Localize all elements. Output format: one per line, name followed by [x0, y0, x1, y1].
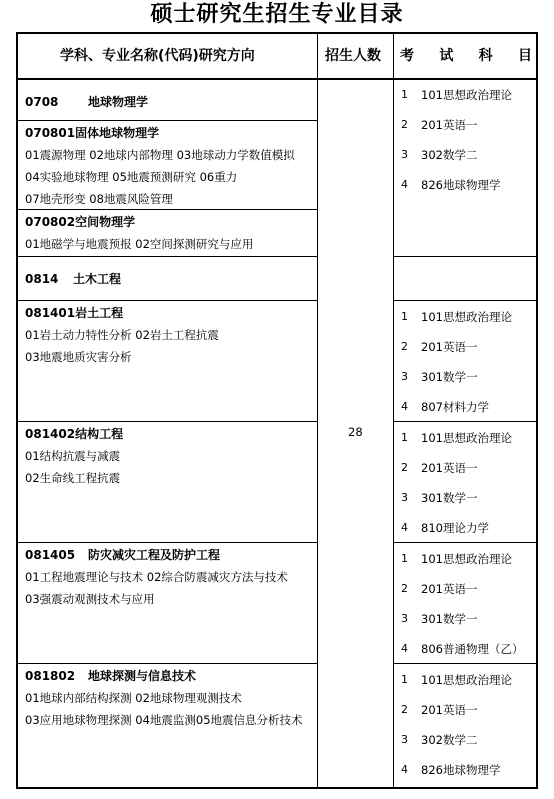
exam-item-no: 4 — [401, 763, 408, 776]
major-heading-name: 防灾减灾工程及防护工程 — [88, 548, 221, 562]
research-direction: 04实验地球物理 05地震预测研究 06重力 — [25, 170, 238, 184]
col-divider-1 — [317, 33, 318, 788]
exam-item-no: 4 — [401, 642, 408, 655]
major-heading-name: 地球探测与信息技术 — [88, 669, 197, 683]
research-direction: 01工程地震理论与技术 02综合防震减灾方法与技术 — [25, 570, 288, 584]
exam-subject: 302数学二 — [421, 148, 478, 162]
row-divider — [393, 421, 537, 422]
exam-item-no: 4 — [401, 178, 408, 191]
exam-item-no: 3 — [401, 612, 408, 625]
research-direction: 01震源物理 02地球内部物理 03地球动力学数值模拟 — [25, 148, 295, 162]
row-divider — [393, 663, 537, 664]
exam-item-no: 2 — [401, 582, 408, 595]
research-direction: 03应用地球物理探测 04地震监测05地震信息分析技术 — [25, 713, 303, 727]
row-divider — [17, 256, 317, 257]
research-direction: 03强震动观测技术与应用 — [25, 592, 155, 606]
row-divider — [17, 542, 317, 543]
exam-subject: 301数学一 — [421, 612, 478, 626]
major-heading: 070801固体地球物理学 — [25, 126, 160, 140]
exam-subject: 201英语一 — [421, 461, 478, 475]
discipline-name: 地球物理学 — [88, 95, 149, 109]
exam-subject: 806普通物理（乙） — [421, 642, 524, 656]
exam-item-no: 1 — [401, 88, 408, 101]
research-direction: 01结构抗震与减震 — [25, 449, 121, 463]
discipline-code: 0814 — [25, 272, 59, 286]
page-title: 硕士研究生招生专业目录 — [150, 2, 404, 27]
exam-subject: 101思想政治理论 — [421, 552, 512, 566]
exam-item-no: 2 — [401, 703, 408, 716]
exam-item-no: 3 — [401, 148, 408, 161]
row-divider — [393, 542, 537, 543]
exam-subject: 807材料力学 — [421, 400, 489, 414]
header-exam-subjects — [400, 47, 532, 65]
row-divider — [17, 663, 317, 664]
research-direction: 03地震地质灾害分析 — [25, 350, 132, 364]
major-heading-code: 081405 — [25, 548, 76, 562]
exam-subject: 201英语一 — [421, 118, 478, 132]
discipline-code: 0708 — [25, 95, 59, 109]
row-divider — [17, 209, 317, 210]
major-heading: 081402结构工程 — [25, 427, 124, 441]
major-heading: 070802空间物理学 — [25, 215, 136, 229]
exam-subject: 302数学二 — [421, 733, 478, 747]
row-divider — [393, 256, 537, 257]
exam-item-no: 1 — [401, 673, 408, 686]
exam-item-no: 1 — [401, 552, 408, 565]
exam-item-no: 1 — [401, 431, 408, 444]
exam-subject: 301数学一 — [421, 491, 478, 505]
header-exam-char: 试 — [439, 48, 454, 64]
exam-subject: 201英语一 — [421, 582, 478, 596]
header-exam-char: 考 — [400, 48, 414, 64]
exam-item-no: 3 — [401, 733, 408, 746]
col-divider-2 — [393, 33, 394, 788]
exam-item-no: 1 — [401, 310, 408, 323]
exam-subject: 101思想政治理论 — [421, 431, 512, 445]
exam-item-no: 2 — [401, 461, 408, 474]
exam-subject: 810理论力学 — [421, 521, 489, 535]
research-direction: 01岩土动力特性分析 02岩土工程抗震 — [25, 328, 219, 342]
major-heading: 081401岩土工程 — [25, 306, 124, 320]
exam-subject: 101思想政治理论 — [421, 673, 512, 687]
exam-item-no: 3 — [401, 491, 408, 504]
research-direction: 01地磁学与地震预报 02空间探测研究与应用 — [25, 237, 254, 251]
exam-item-no: 2 — [401, 118, 408, 131]
exam-subject: 826地球物理学 — [421, 178, 501, 192]
research-direction: 07地壳形变 08地震风险管理 — [25, 192, 173, 206]
row-divider — [393, 300, 537, 301]
exam-item-no: 4 — [401, 400, 408, 413]
exam-subject: 301数学一 — [421, 370, 478, 384]
header-divider — [17, 78, 537, 80]
row-divider — [17, 421, 317, 422]
exam-item-no: 2 — [401, 340, 408, 353]
exam-item-no: 3 — [401, 370, 408, 383]
exam-subject: 201英语一 — [421, 703, 478, 717]
exam-subject: 101思想政治理论 — [421, 310, 512, 324]
header-exam-char: 科 — [478, 48, 493, 64]
enrollment-count: 28 — [348, 425, 363, 439]
exam-subject: 826地球物理学 — [421, 763, 501, 777]
exam-subject: 101思想政治理论 — [421, 88, 512, 102]
discipline-name: 土木工程 — [73, 272, 122, 286]
exam-item-no: 4 — [401, 521, 408, 534]
research-direction: 01地球内部结构探测 02地球物理观测技术 — [25, 691, 242, 705]
header-exam-char: 目 — [517, 48, 532, 64]
research-direction: 02生命线工程抗震 — [25, 471, 121, 485]
row-divider — [17, 300, 317, 301]
row-divider — [17, 120, 317, 121]
exam-subject: 201英语一 — [421, 340, 478, 354]
major-heading-code: 081802 — [25, 669, 76, 683]
header-major: 学科、专业名称(代码)研究方向 — [60, 48, 255, 64]
header-enrollment: 招生人数 — [325, 48, 381, 64]
